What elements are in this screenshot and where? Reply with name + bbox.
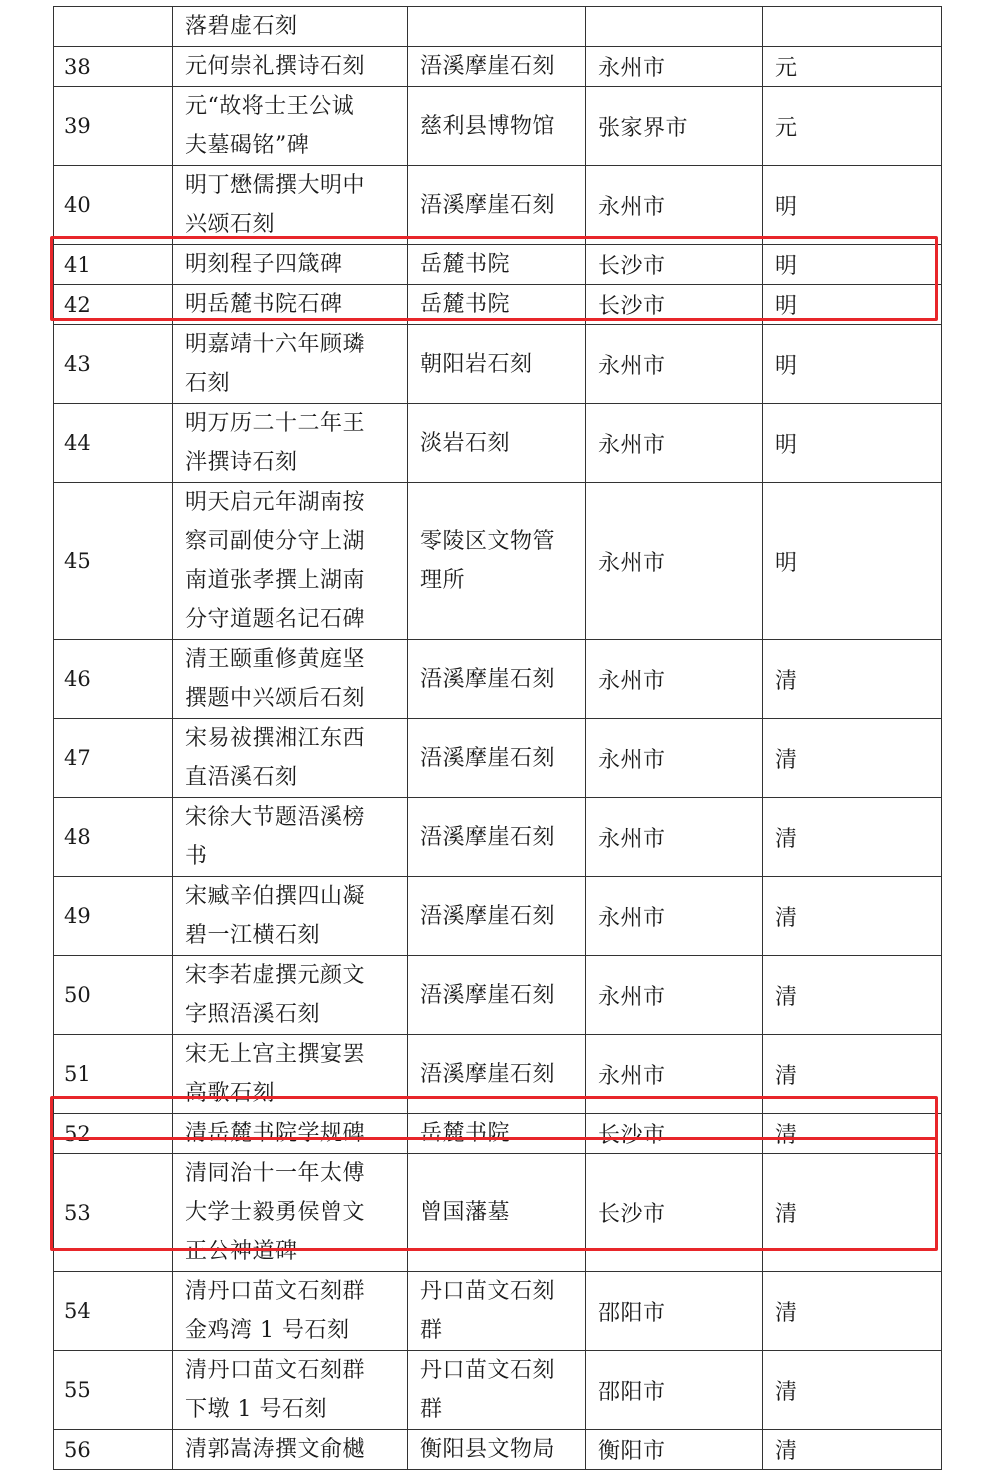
name-line: 明天启元年湖南按 [185, 490, 366, 515]
name-line: 书 [185, 844, 208, 869]
name-line: 泮撰诗石刻 [185, 450, 298, 475]
cell-name [173, 483, 408, 640]
cell-number: 39 [54, 87, 173, 166]
cell-number: 54 [54, 1272, 173, 1351]
cell-location [408, 483, 586, 640]
location-line: 浯溪摩崖石刻 [420, 824, 556, 850]
cell-era: 明 [763, 285, 942, 325]
relic-table-sheet [53, 6, 941, 1470]
location-line: 曾国藩墓 [420, 1200, 511, 1225]
name-line: 分守道题名记石碑 [185, 607, 366, 632]
cell-number: 40 [54, 166, 173, 245]
table-row [54, 877, 942, 956]
cell-city: 长沙市 [586, 245, 763, 285]
cell-number: 48 [54, 798, 173, 877]
cell-name [173, 47, 408, 87]
cell-name [173, 87, 408, 166]
location-line: 浯溪摩崖石刻 [420, 745, 556, 771]
name-line: 清丹口苗文石刻群 [185, 1279, 366, 1304]
name-line: 金鸡湾 1 号石刻 [185, 1318, 350, 1343]
name-line: 清郭嵩涛撰文俞樾 [185, 1437, 366, 1462]
cell-era [763, 7, 942, 47]
name-line: 清岳麓书院学规碑 [185, 1121, 366, 1146]
table-row [54, 87, 942, 166]
cell-era: 清 [763, 1272, 942, 1351]
name-line: 下墩 1 号石刻 [185, 1397, 327, 1422]
location-line: 岳麓书院 [420, 1121, 511, 1146]
cell-city: 长沙市 [586, 285, 763, 325]
location-line: 朝阳岩石刻 [420, 351, 533, 377]
cell-era: 清 [763, 640, 942, 719]
cell-era: 明 [763, 404, 942, 483]
name-line: 兴颂石刻 [185, 212, 276, 237]
cell-number [54, 7, 173, 47]
location-line: 群 [420, 1397, 443, 1422]
cell-name [173, 798, 408, 877]
name-line: 南道张孝撰上湖南 [185, 568, 366, 593]
cell-city: 永州市 [586, 483, 763, 640]
name-line: 清丹口苗文石刻群 [185, 1358, 366, 1383]
cell-location [408, 404, 586, 483]
cell-number: 47 [54, 719, 173, 798]
name-line: 碧一江横石刻 [185, 923, 321, 948]
name-line: 清同治十一年太傅 [185, 1161, 366, 1186]
cell-location [408, 87, 586, 166]
cell-number: 49 [54, 877, 173, 956]
cell-location [408, 1351, 586, 1430]
location-line: 浯溪摩崖石刻 [420, 666, 556, 692]
cell-location [408, 7, 586, 47]
cell-number: 55 [54, 1351, 173, 1430]
cell-number: 53 [54, 1154, 173, 1272]
location-line: 浯溪摩崖石刻 [420, 192, 556, 218]
location-line: 理所 [420, 568, 466, 593]
name-line: 明万历二十二年王 [185, 411, 366, 436]
name-line: 元何崇礼撰诗石刻 [185, 54, 366, 79]
cell-name [173, 719, 408, 798]
cell-era: 清 [763, 719, 942, 798]
location-line: 衡阳县文物局 [420, 1437, 556, 1462]
name-line: 正公神道碑 [185, 1239, 298, 1264]
cell-era: 明 [763, 325, 942, 404]
cell-era: 清 [763, 1351, 942, 1430]
table-row [54, 1272, 942, 1351]
cell-name [173, 7, 408, 47]
cell-city: 长沙市 [586, 1114, 763, 1154]
highlight-box-rows-41-42 [50, 236, 938, 321]
location-line: 岳麓书院 [420, 252, 511, 277]
cell-location [408, 956, 586, 1035]
location-line: 浯溪摩崖石刻 [420, 982, 556, 1008]
cell-location [408, 640, 586, 719]
cell-city: 邵阳市 [586, 1351, 763, 1430]
cell-location [408, 719, 586, 798]
name-line: 宋李若虚撰元颜文 [185, 963, 366, 988]
highlight-box-row-52 [50, 1096, 938, 1140]
cell-era: 明 [763, 245, 942, 285]
cell-city: 永州市 [586, 1035, 763, 1114]
cell-name [173, 877, 408, 956]
cell-city: 永州市 [586, 166, 763, 245]
location-line: 浯溪摩崖石刻 [420, 903, 556, 929]
table-row [54, 640, 942, 719]
cell-name [173, 325, 408, 404]
table-row [54, 404, 942, 483]
cell-city: 长沙市 [586, 1154, 763, 1272]
cell-era: 清 [763, 956, 942, 1035]
cell-name [173, 404, 408, 483]
name-line: 大学士毅勇侯曾文 [185, 1200, 366, 1225]
cell-city: 永州市 [586, 640, 763, 719]
cell-city: 永州市 [586, 956, 763, 1035]
table-row [54, 956, 942, 1035]
cell-era: 清 [763, 798, 942, 877]
cell-city: 衡阳市 [586, 1430, 763, 1470]
location-line: 淡岩石刻 [420, 430, 511, 456]
cell-city: 张家界市 [586, 87, 763, 166]
location-line: 丹口苗文石刻 [420, 1279, 556, 1304]
cell-name [173, 1351, 408, 1430]
cell-era: 元 [763, 47, 942, 87]
cell-location [408, 325, 586, 404]
name-line: 落碧虚石刻 [185, 14, 298, 39]
cell-number: 38 [54, 47, 173, 87]
location-line: 慈利县博物馆 [420, 113, 556, 139]
name-line: 察司副使分守上湖 [185, 529, 366, 554]
cell-era: 清 [763, 1035, 942, 1114]
cell-era: 清 [763, 1114, 942, 1154]
cell-era: 清 [763, 1430, 942, 1470]
name-line: 清王颐重修黄庭坚 [185, 647, 366, 672]
cell-number: 43 [54, 325, 173, 404]
location-line: 浯溪摩崖石刻 [420, 1061, 556, 1087]
location-line: 岳麓书院 [420, 292, 511, 317]
cell-city [586, 7, 763, 47]
cell-era: 明 [763, 483, 942, 640]
cell-city: 邵阳市 [586, 1272, 763, 1351]
table-row [54, 7, 942, 47]
cell-era: 元 [763, 87, 942, 166]
table-row [54, 1351, 942, 1430]
cell-location [408, 1272, 586, 1351]
cell-number: 56 [54, 1430, 173, 1470]
cell-number: 41 [54, 245, 173, 285]
name-line: 字照浯溪石刻 [185, 1002, 321, 1027]
table-row [54, 1430, 942, 1470]
cell-location [408, 877, 586, 956]
cell-city: 永州市 [586, 404, 763, 483]
cell-number: 46 [54, 640, 173, 719]
name-line: 撰题中兴颂后石刻 [185, 686, 366, 711]
cell-name [173, 640, 408, 719]
cell-era: 清 [763, 1154, 942, 1272]
cell-city: 永州市 [586, 325, 763, 404]
name-line: 明岳麓书院石碑 [185, 292, 343, 317]
location-line: 零陵区文物管 [420, 529, 556, 554]
cell-number: 44 [54, 404, 173, 483]
name-line: 直浯溪石刻 [185, 765, 298, 790]
table-row [54, 798, 942, 877]
table-row [54, 719, 942, 798]
cell-number: 52 [54, 1114, 173, 1154]
cell-name [173, 1272, 408, 1351]
table-row [54, 47, 942, 87]
cell-city: 永州市 [586, 877, 763, 956]
cell-city: 永州市 [586, 719, 763, 798]
table-row [54, 166, 942, 245]
cell-name [173, 166, 408, 245]
name-line: 宋徐大节题浯溪榜 [185, 805, 366, 830]
cell-location [408, 798, 586, 877]
name-line: 夫墓碣铭”碑 [185, 133, 310, 158]
cell-era: 明 [763, 166, 942, 245]
cell-number: 50 [54, 956, 173, 1035]
name-line: 元“故将士王公诚 [185, 94, 355, 119]
cell-location [408, 47, 586, 87]
cell-name [173, 1430, 408, 1470]
location-line: 群 [420, 1318, 443, 1343]
cell-location [408, 166, 586, 245]
cell-city: 永州市 [586, 47, 763, 87]
name-line: 宋易祓撰湘江东西 [185, 726, 366, 751]
name-line: 宋臧辛伯撰四山凝 [185, 884, 366, 909]
highlight-box-row-53 [50, 1137, 938, 1251]
location-line: 浯溪摩崖石刻 [420, 54, 556, 79]
cell-number: 51 [54, 1035, 173, 1114]
table-row [54, 483, 942, 640]
name-line: 宋无上宫主撰宴罢 [185, 1042, 366, 1067]
table-row [54, 325, 942, 404]
location-line: 丹口苗文石刻 [420, 1358, 556, 1383]
cell-number: 45 [54, 483, 173, 640]
name-line: 高歌石刻 [185, 1081, 276, 1106]
cell-name [173, 956, 408, 1035]
name-line: 石刻 [185, 371, 231, 396]
cell-location [408, 1430, 586, 1470]
cell-era: 清 [763, 877, 942, 956]
cell-city: 永州市 [586, 798, 763, 877]
name-line: 明嘉靖十六年顾璘 [185, 332, 366, 357]
name-line: 明刻程子四箴碑 [185, 252, 343, 277]
name-line: 明丁懋儒撰大明中 [185, 173, 366, 198]
cell-number: 42 [54, 285, 173, 325]
